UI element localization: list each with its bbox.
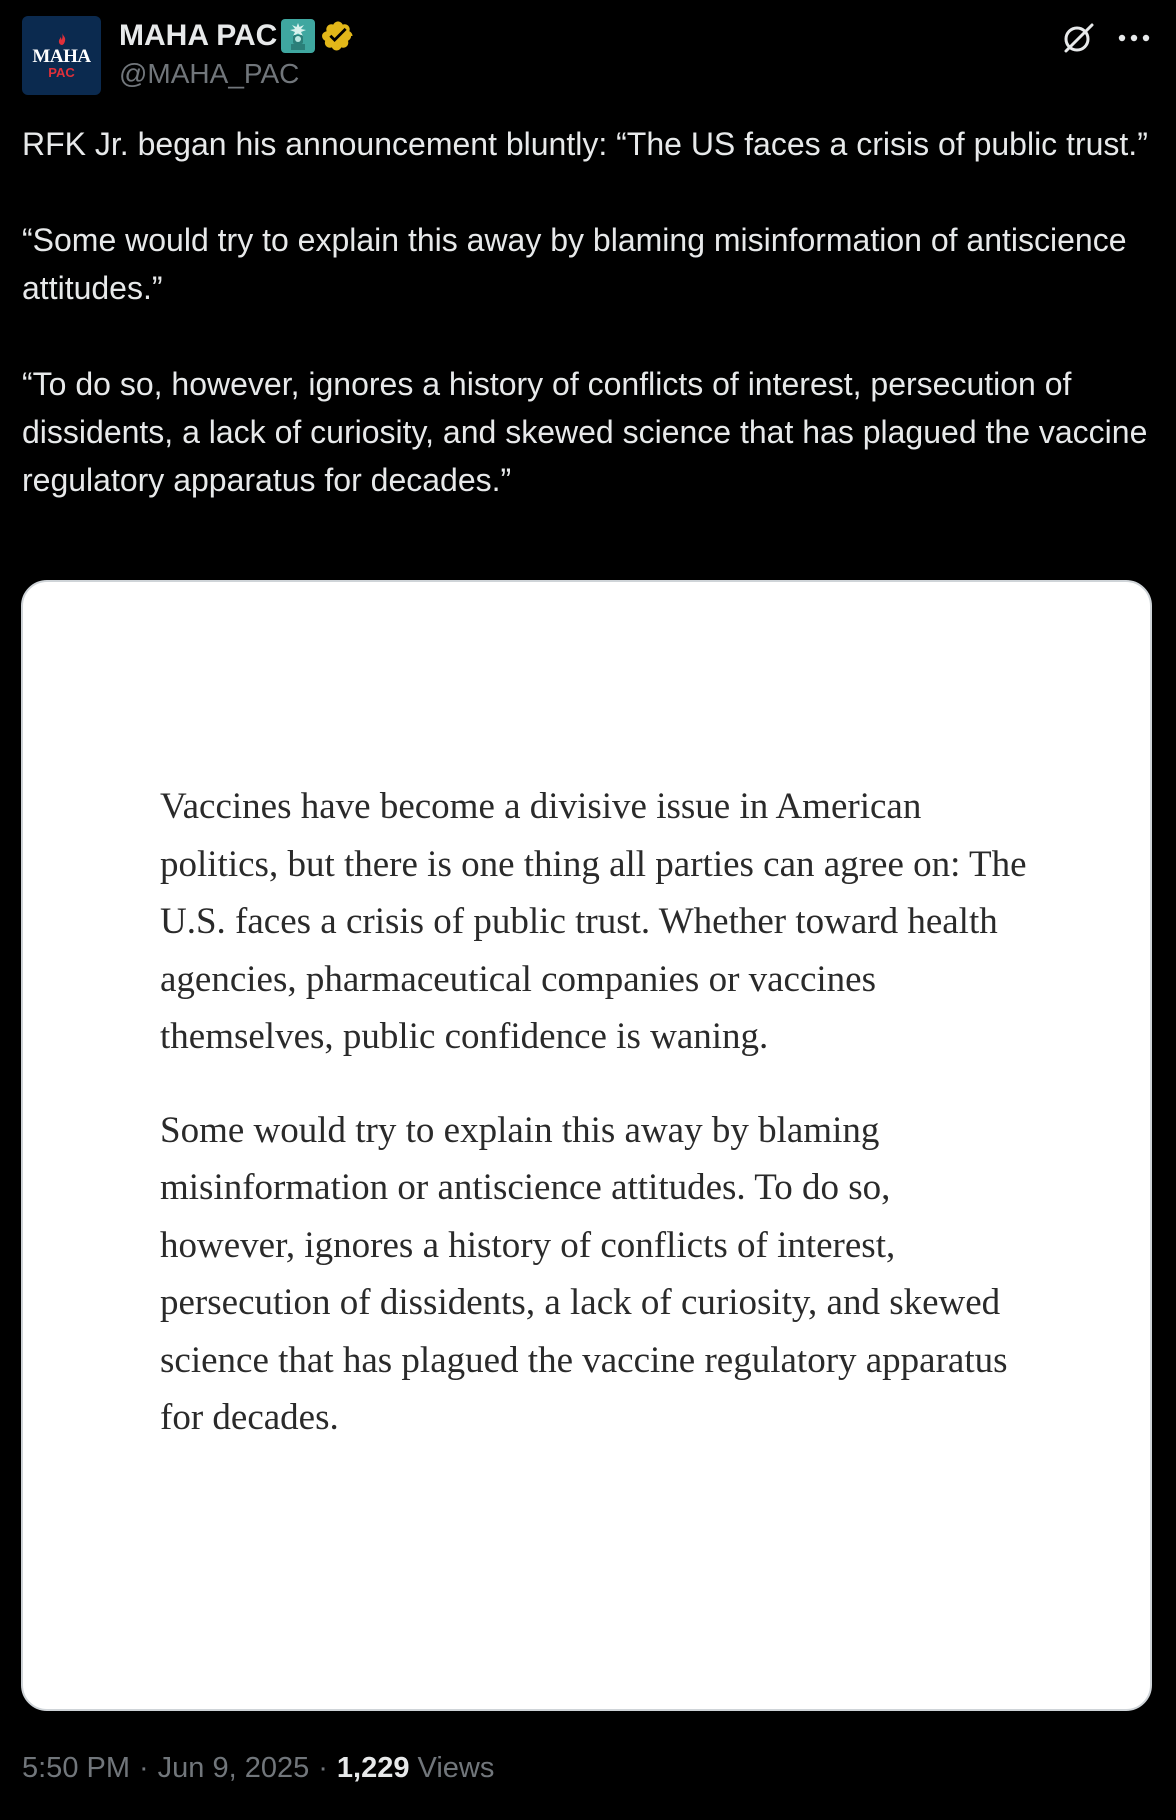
article-paragraph: Some would try to explain this away by blaming misinformation or antiscience attitudes. To do so, however, ignores a history of conflicts of interest, persecution of dissidents, a lack of curiosity, and skewed science that has plagued the vaccine regulatory apparatus for decades. bbox=[160, 1109, 1008, 1438]
name-row bbox=[119, 16, 355, 56]
account-identity bbox=[119, 16, 355, 92]
more-icon[interactable] bbox=[1114, 20, 1154, 56]
tweet-date[interactable]: Jun 9, 2025 bbox=[157, 1752, 310, 1784]
tweet-image[interactable] bbox=[21, 580, 1152, 1711]
tweet-header bbox=[22, 16, 1154, 98]
display-name[interactable]: MAHA PAC bbox=[119, 19, 278, 52]
avatar[interactable] bbox=[22, 16, 101, 95]
tweet-paragraph: “Some would try to explain this away by blaming misinformation of antiscience attitudes.” bbox=[22, 222, 1127, 306]
flame-icon bbox=[55, 32, 69, 46]
meta-separator: · bbox=[139, 1752, 149, 1784]
tweet-time[interactable]: 5:50 PM bbox=[22, 1752, 130, 1784]
handle[interactable]: @MAHA_PAC bbox=[119, 58, 300, 89]
article-excerpt bbox=[160, 778, 1030, 1483]
grok-icon[interactable] bbox=[1060, 20, 1096, 56]
tweet-paragraph: RFK Jr. began his announcement bluntly: “The US faces a crisis of public trust.” bbox=[22, 126, 1148, 162]
statue-of-liberty-icon bbox=[279, 17, 317, 55]
views-label: Views bbox=[417, 1752, 495, 1784]
avatar-text-top: MAHA bbox=[32, 45, 91, 67]
header-actions bbox=[1060, 18, 1154, 58]
tweet-paragraph: “To do so, however, ignores a history of conflicts of interest, persecution of dissidents, a lack of curiosity, and skewed science that has plagued the vaccine regulatory apparatus for decades.” bbox=[22, 366, 1148, 498]
tweet-text bbox=[22, 120, 1154, 504]
meta-separator: · bbox=[318, 1752, 328, 1784]
tweet-meta bbox=[22, 1748, 494, 1788]
avatar-text-bottom: PAC bbox=[48, 64, 75, 80]
article-paragraph: Vaccines have become a divisive issue in American politics, but there is one thing all parties can agree on: The U.S. faces a crisis of public trust. Whether toward health agencies, pharmaceutical companies or vaccines themselves, public confidence is waning. bbox=[160, 786, 1027, 1057]
views-count[interactable]: 1,229 bbox=[336, 1752, 410, 1784]
verified-badge-icon[interactable] bbox=[321, 19, 355, 53]
